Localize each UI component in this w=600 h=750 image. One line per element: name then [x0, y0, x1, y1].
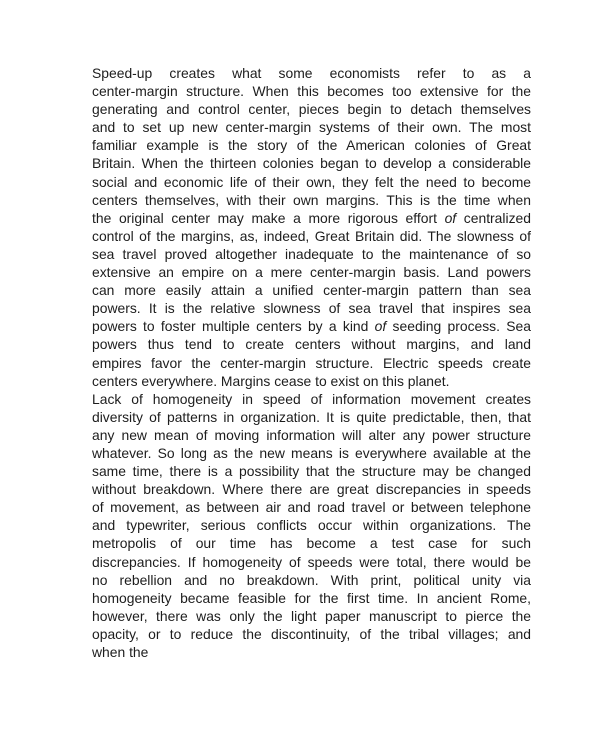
text-line: powers. It is the relative slowness of sea travel that inspires sea: [92, 300, 531, 317]
text-line: Lack of homogeneity in speed of information movement creates: [92, 390, 531, 407]
text-line: generating and control center, pieces begin to detach themselves: [92, 101, 531, 118]
paragraph: [92, 64, 531, 390]
text-line: homogeneity became feasible for the first time. In ancient Rome,: [92, 589, 531, 606]
text-line: empires favor the center-margin structure. Electric speeds create: [92, 354, 531, 371]
text-line: centers themselves, with their own margins. This is the time when: [92, 191, 531, 208]
text-line: of movement, as between air and road travel or between telephone: [92, 499, 531, 516]
text-line: the original center may make a more rigorous effort of centralized: [92, 209, 531, 226]
text-line: and typewriter, serious conflicts occur within organizations. The: [92, 517, 531, 534]
text-line: Speed-up creates what some economists refer to as a: [92, 65, 531, 81]
text-line: any new mean of moving information will alter any power structure: [92, 426, 531, 443]
text-line: Britain. When the thirteen colonies began to develop a considerable: [92, 155, 531, 172]
text-line: whatever. So long as the new means is everywhere available at the: [92, 444, 531, 461]
text-block: [92, 64, 531, 661]
text-line: powers to foster multiple centers by a kind of seeding process. Sea: [92, 318, 531, 335]
text-line: extensive an empire on a mere center-margin basis. Land powers: [92, 264, 531, 281]
text-line: no rebellion and no breakdown. With print, political unity via: [92, 571, 531, 588]
text-line: sea travel proved altogether inadequate to the maintenance of so: [92, 245, 531, 262]
text-line: when the: [92, 644, 149, 660]
text-line: centers everywhere. Margins cease to exist on this planet.: [92, 372, 450, 389]
text-line: center-margin structure. When this becomes too extensive for the: [92, 83, 531, 100]
text-line: metropolis of our time has become a test case for such: [92, 535, 531, 552]
text-line: and to set up new center-margin systems of their own. The most: [92, 119, 531, 136]
text-line: same time, there is a possibility that the structure may be changed: [92, 463, 531, 480]
text-line: however, there was only the light paper manuscript to pierce the: [92, 607, 531, 624]
text-line: can more easily attain a unified center-margin pattern than sea: [92, 282, 531, 299]
text-line: control of the margins, as, indeed, Great Britain did. The slowness of: [92, 227, 531, 244]
text-line: diversity of patterns in organization. It is quite predictable, then, that: [92, 408, 531, 425]
text-line: opacity, or to reduce the discontinuity, of the tribal villages; and: [92, 625, 531, 642]
text-line: social and economic life of their own, they felt the need to become: [92, 173, 531, 190]
text-line: discrepancies. If homogeneity of speeds were total, there would be: [92, 553, 531, 570]
text-line: familiar example is the story of the American colonies of Great: [92, 137, 531, 154]
text-line: powers thus tend to create centers without margins, and land: [92, 336, 531, 353]
text-line: without breakdown. Where there are great discrepancies in speeds: [92, 481, 531, 498]
paragraph: [92, 390, 531, 661]
